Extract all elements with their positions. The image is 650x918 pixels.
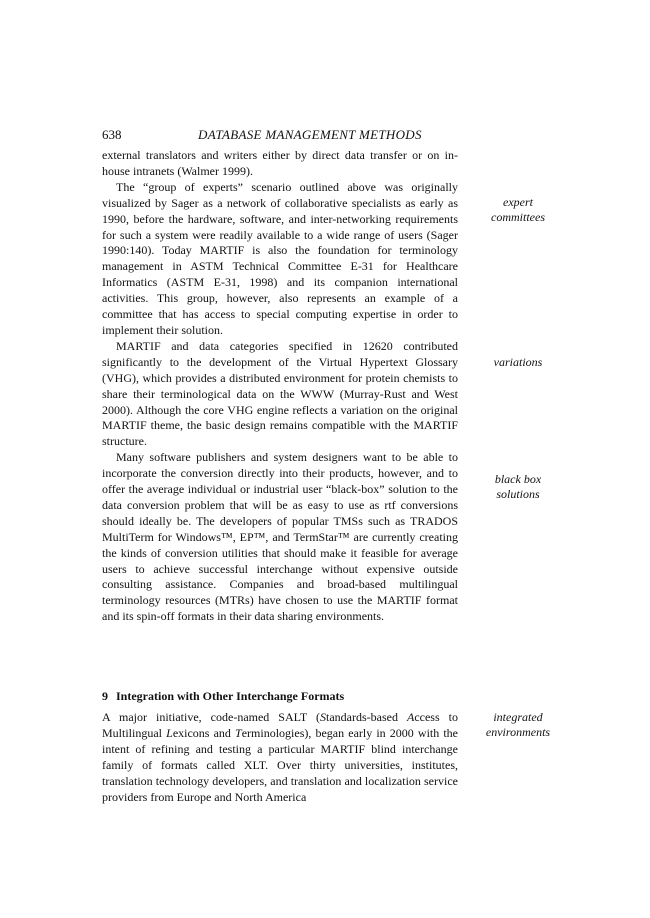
paragraph-expert-committees: The “group of experts” scenario outlined above was originally visualized by Sager as a network of collaborative specialists as early as 1990, before the hardware, software, and inter-networking requirements for such a system were readily available to a wide range of users (Sager 1990:140). Today MARTIF is also the foundation for terminology management in ASTM Technical Committee E-31 for Healthcare Informatics (ASTM E-31, 1998) and its companion international activities. This group, however, also represents an example of a committee that has access to special computing expertise in order to implement their solution. bbox=[102, 179, 458, 337]
text-fragment: exicons and bbox=[172, 725, 236, 740]
margin-note-line: expert bbox=[503, 195, 533, 209]
section-heading bbox=[102, 688, 458, 704]
section-body-text bbox=[102, 710, 458, 805]
acronym-letter: L bbox=[166, 725, 173, 740]
paragraph-continued: external translators and writers either by direct data transfer or on in-house intranets (Walmer 1999). bbox=[102, 148, 458, 178]
paragraph-variations: MARTIF and data categories specified in 12620 contributed significantly to the development of the Virtual Hypertext Glossary (VHG), which provides a distributed environment for protein chemists to share their terminological data on the WWW (Murray-Rust and West 2000). Although the core VHG engine reflects a variation on the original MARTIF theme, the basic design remains compatible with the MARTIF structure. bbox=[102, 338, 458, 449]
body-text-block bbox=[102, 148, 458, 625]
text-fragment: erminologies), began early in 2000 with the intent of refining and testing a particular MARTIF blind interchange family of formats called XLT. Over thirty universities, institutes, translation technology developers, and translation and localization service providers from Europe and North America bbox=[102, 725, 459, 804]
margin-note-black-box-solutions bbox=[468, 472, 568, 502]
acronym-letter: T bbox=[235, 725, 242, 740]
text-fragment: A major initiative, code-named SALT ( bbox=[102, 710, 320, 724]
acronym-letter: S bbox=[320, 710, 326, 724]
text-fragment: tandards-based bbox=[326, 710, 407, 724]
section-title: Integration with Other Interchange Formats bbox=[116, 689, 345, 703]
margin-note-variations bbox=[468, 355, 568, 370]
margin-note-line: black box bbox=[494, 472, 542, 486]
section-number: 9 bbox=[102, 689, 108, 703]
acronym-letter: A bbox=[406, 710, 415, 724]
running-head-title: DATABASE MANAGEMENT METHODS bbox=[198, 127, 422, 142]
margin-note-expert-committees bbox=[468, 195, 568, 225]
text-fragment: ccess to Multilingual bbox=[102, 710, 458, 740]
paragraph-black-box-solutions: Many software publishers and system designers want to be able to incorporate the conversion directly into their products, however, and to offer the average individual or industrial user “black-box” solution to the data conversion problem that will be as easy to use as rtf conversions should ideally be. The developers of popular TMSs such as TRADOS MultiTerm for Windows™, EP™, and TermStar™ are currently creating the kinds of conversion utilities that should make it feasible for average users to achieve successful interchange without expensive outside consulting assistance. Companies and broad-based multilingual terminology resources (MTRs) have chosen to use the MARTIF format and its spin-off formats in their data sharing environments. bbox=[102, 450, 458, 624]
margin-note-line: solutions bbox=[496, 487, 540, 501]
running-head bbox=[102, 126, 492, 144]
margin-note-line: integrated bbox=[493, 710, 543, 724]
margin-note-integrated-environments bbox=[468, 710, 568, 740]
margin-note-line: variations bbox=[493, 355, 543, 369]
margin-note-line: environments bbox=[485, 725, 551, 739]
paragraph-integrated-environments bbox=[102, 710, 458, 805]
margin-note-line: committees bbox=[491, 210, 545, 224]
page-number: 638 bbox=[102, 127, 122, 142]
